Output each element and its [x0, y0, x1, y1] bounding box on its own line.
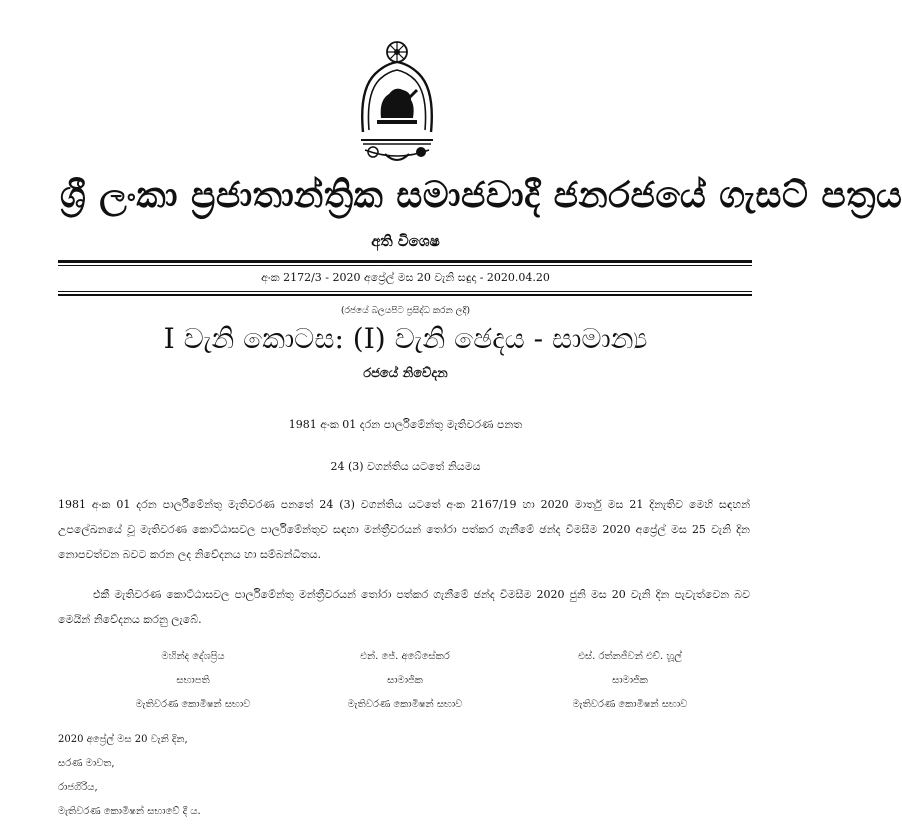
- signatory-name: එන්. ජේ. අබේසේකර: [360, 651, 450, 662]
- government-notifications-heading: රජයේ නිවේදන: [363, 366, 448, 381]
- closing-place: මැතිවරණ කොමිෂන් සභාවේ දී ය.: [58, 806, 201, 817]
- signatory-org: මැතිවරණ කොමිෂන් සභාව: [347, 699, 463, 710]
- header-rule: [58, 265, 752, 266]
- part-title: I වැනි කොටස: (I) වැනි ඡෙදය - සාමාන්‍ය: [163, 322, 648, 355]
- signatory-name: මහින්ද දේශප්‍රිය: [161, 651, 225, 662]
- signatory-name: එස්. රත්නජීවන් එච්. හූල්: [578, 651, 682, 662]
- closing-address-line: සරණ මාවත,: [58, 758, 115, 769]
- extraordinary-label: අති විශෙෂ: [371, 232, 440, 250]
- signatory-org: මැතිවරණ කොමිෂන් සභාව: [572, 699, 688, 710]
- notice-paragraph: එකී මැතිවරණ කොට්ඨාසවල පාර්ලිමේන්තු මන්ත්‍රීවරයන් තෝරා පත්කර ගැනීමේ ඡන්ද විමසීම 2020 ජුනි මස 20 වැනි දින පැවැත්වෙන බව මෙයින් නිවේදනය කරනු ලැබේ.: [58, 588, 750, 626]
- closing-block: [58, 728, 201, 824]
- closing-address-line: රාජගිරිය,: [58, 782, 98, 793]
- notice-paragraph: 1981 අංක 01 දරන පාර්ලිමේන්තු මැතිවරණ පනතේ 24 (3) වගන්තිය යටතේ අංක 2167/19 හා 2020 මාර්තු මස 21 දිනැතිව මෙහි සඳහන් උපලේඛනයේ වූ මැතිවරණ කොට්ඨාසවල පාර්ලිමේන්තුව සඳහා මන්ත්‍රීවරයන් තෝරා පත්කර ගැනීමේ ඡන්ද විමසීම 2020 අප්‍රේල් මස 25 වැනි දින නොපවත්වන බවට කරන ලද නිවේදනය හා සම්බන්ධිතය.: [58, 498, 750, 561]
- gazette-masthead-title: ශ්‍රී ලංකා ප්‍රජාතාන්ත්‍රික සමාජවාදී ජනරජයේ ගැසට් පත්‍රය: [60, 174, 902, 216]
- issue-number-line: අංක 2172/3 - 2020 අප්‍රේල් මස 20 වැනි සඳුදා - 2020.04.20: [261, 271, 550, 284]
- signatory-role: සාමාජික: [612, 675, 648, 686]
- signatory-role: සභාපති: [176, 675, 210, 686]
- signatory-org: මැතිවරණ කොමිෂන් සභාව: [135, 699, 251, 710]
- header-rule: [58, 291, 752, 292]
- header-rule: [58, 294, 752, 296]
- closing-date: 2020 අප්‍රේල් මස 20 වැනි දින,: [58, 734, 188, 745]
- published-by-authority: (රජයේ බලයපිට ප්‍රසිද්ධ කරන ලදී): [340, 306, 471, 316]
- act-title: 1981 අංක 01 දරන පාර්ලිමේන්තු මැතිවරණ පනත: [288, 418, 523, 431]
- header-rule: [58, 260, 752, 263]
- section-title: 24 (3) වගන්තිය යටතේ නියමය: [330, 460, 481, 473]
- signatory-block: [93, 645, 293, 717]
- signatory-block: [530, 645, 730, 717]
- signatory-role: සාමාජික: [387, 675, 423, 686]
- signatory-block: [305, 645, 505, 717]
- national-emblem-icon: [355, 40, 439, 168]
